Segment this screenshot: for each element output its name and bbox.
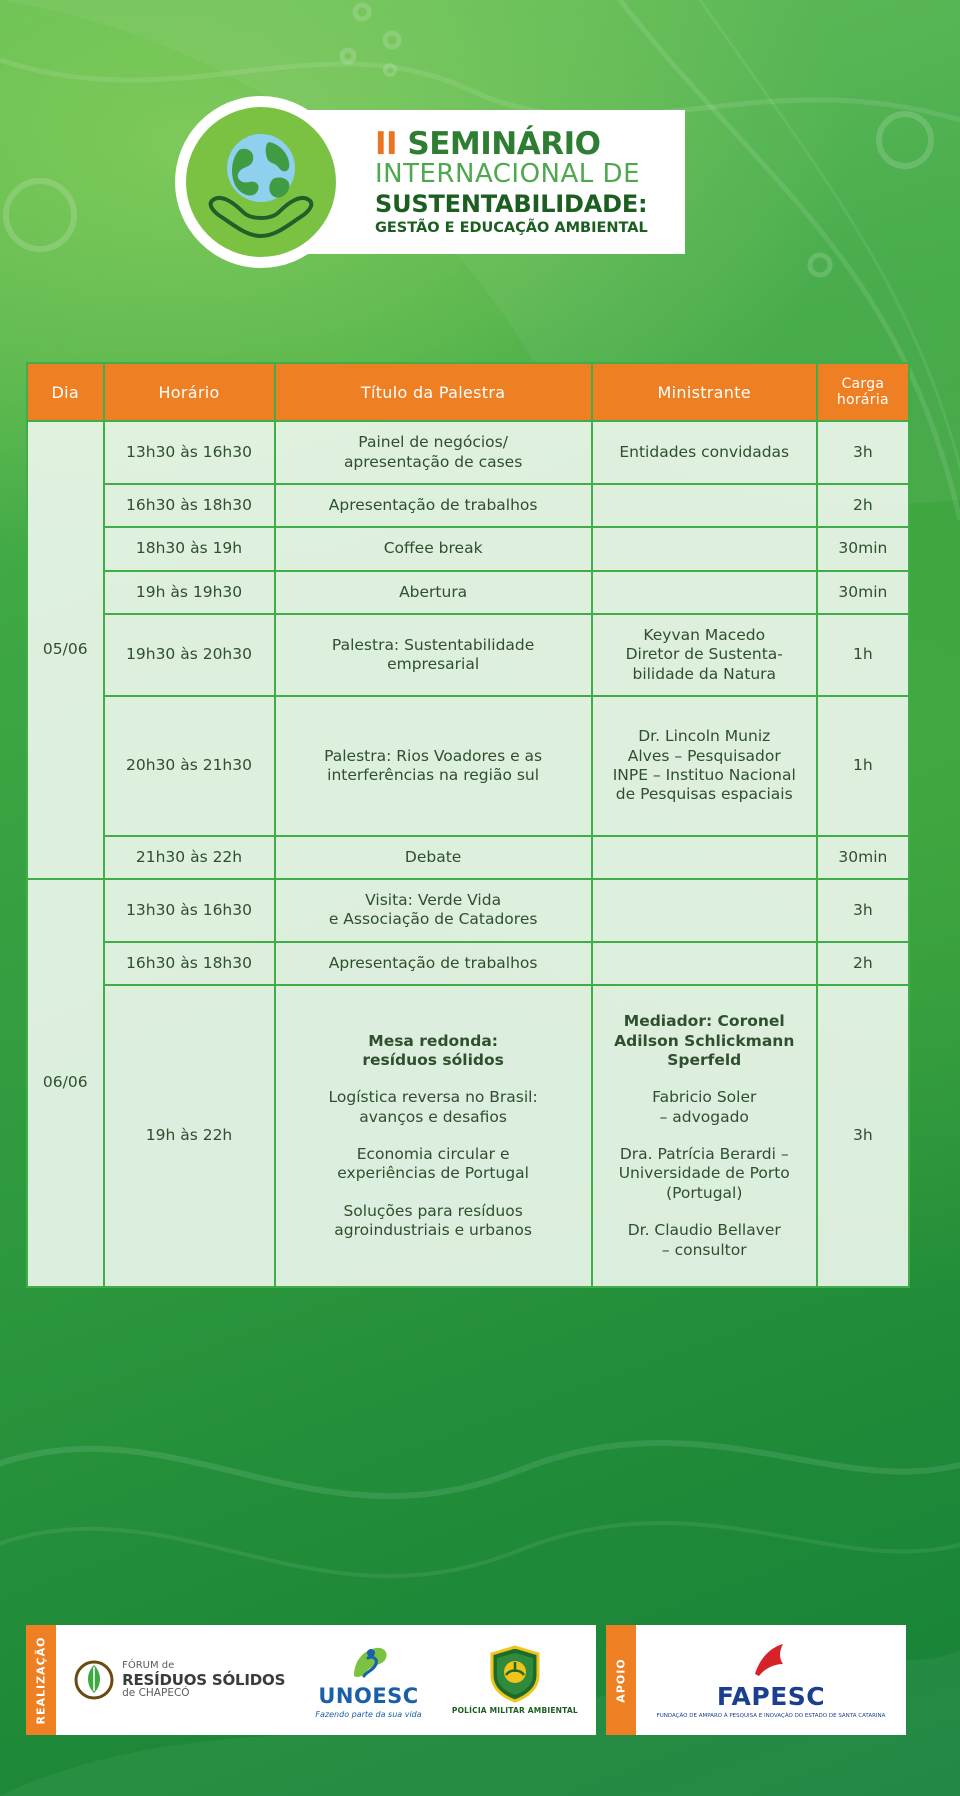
load-cell: 30min <box>817 571 909 614</box>
title-cell: Abertura <box>275 571 592 614</box>
event-title-line2: INTERNACIONAL DE <box>375 159 640 190</box>
realizacao-label-bar <box>26 1625 56 1735</box>
time-cell: 19h às 22h <box>104 985 275 1287</box>
unoesc-person-icon <box>346 1642 392 1682</box>
column-header-carga-horaria <box>817 363 909 421</box>
column-header-ministrante: Ministrante <box>592 363 817 421</box>
carga-line1: Carga <box>841 376 885 392</box>
time-cell: 13h30 às 16h30 <box>104 879 275 942</box>
realizacao-logos <box>56 1625 596 1735</box>
table-header-row <box>27 363 909 421</box>
table-row <box>27 421 909 484</box>
apoio-logos <box>636 1625 906 1735</box>
speaker-line: Universidade de Porto <box>618 1164 790 1183</box>
table-row <box>27 985 909 1287</box>
table-row <box>27 836 909 879</box>
realizacao-label: REALIZAÇÃO <box>34 1635 48 1725</box>
title-cell <box>275 614 592 696</box>
title-line: e Associação de Catadores <box>328 910 538 929</box>
title-line: apresentação de cases <box>343 452 523 471</box>
load-cell: 3h <box>817 421 909 484</box>
apoio-label: APOIO <box>614 1657 628 1703</box>
title-cell: Apresentação de trabalhos <box>275 484 592 527</box>
day-cell-0506: 05/06 <box>27 421 104 879</box>
title-line: avanços e desafios <box>359 1107 507 1126</box>
forum-line1: FÓRUM de <box>122 1659 175 1671</box>
title-line: Logística reversa no Brasil: <box>328 1088 538 1107</box>
table-row <box>27 571 909 614</box>
unoesc-name: UNOESC <box>318 1683 419 1708</box>
speaker-line: Dr. Lincoln Muniz <box>638 727 771 746</box>
column-header-horario: Horário <box>104 363 275 421</box>
unoesc-logo <box>315 1642 421 1719</box>
speaker-line: Alves – Pesquisador <box>627 746 781 765</box>
speaker-line: Adilson Schlickmann <box>614 1031 795 1050</box>
speaker-line: de Pesquisas espaciais <box>615 785 793 804</box>
title-line: Economia circular e <box>356 1145 510 1164</box>
speaker-block <box>599 1012 810 1070</box>
time-cell: 16h30 às 18h30 <box>104 484 275 527</box>
speaker-line: Dr. Claudio Bellaver <box>627 1221 781 1240</box>
title-block <box>286 1145 581 1184</box>
load-cell: 3h <box>817 879 909 942</box>
leaf-drop-icon <box>74 1655 114 1705</box>
load-cell: 30min <box>817 527 909 570</box>
apoio-group <box>606 1625 906 1735</box>
title-line: Palestra: Sustentabilidade <box>331 635 535 654</box>
speaker-block <box>599 1221 810 1260</box>
apoio-label-bar <box>606 1625 636 1735</box>
time-cell: 21h30 às 22h <box>104 836 275 879</box>
title-line: Painel de negócios/ <box>358 433 508 452</box>
table-row <box>27 484 909 527</box>
globe-hands-svg <box>195 116 327 248</box>
speaker-line: Sperfeld <box>667 1050 742 1069</box>
event-title-seminario: SEMINÁRIO <box>407 125 601 162</box>
speaker-line: Keyvan Macedo <box>643 626 766 645</box>
title-line: experiências de Portugal <box>337 1164 529 1183</box>
globe-icon-inner <box>186 107 336 257</box>
policia-militar-ambiental-logo <box>452 1645 578 1715</box>
title-block <box>286 1088 581 1127</box>
time-cell: 13h30 às 16h30 <box>104 421 275 484</box>
speaker-cell <box>592 942 817 985</box>
speaker-cell: Entidades convidadas <box>592 421 817 484</box>
sponsors-footer <box>26 1625 910 1735</box>
event-title-line3: SUSTENTABILIDADE: <box>375 189 648 218</box>
globe-in-hands-icon <box>175 96 347 268</box>
speaker-line: Mediador: Coronel <box>623 1012 785 1031</box>
title-cell <box>275 421 592 484</box>
police-shield-icon <box>488 1645 542 1703</box>
speaker-line: – consultor <box>661 1240 747 1259</box>
title-line: Palestra: Rios Voadores e as <box>324 746 543 765</box>
title-cell: Apresentação de trabalhos <box>275 942 592 985</box>
speaker-line: (Portugal) <box>666 1183 743 1202</box>
table-row <box>27 614 909 696</box>
speaker-cell <box>592 879 817 942</box>
time-cell: 20h30 às 21h30 <box>104 696 275 836</box>
time-cell: 19h às 19h30 <box>104 571 275 614</box>
fapesc-subtitle: FUNDAÇÃO DE AMPARO À PESQUISA E INOVAÇÃO DO ESTADO DE SANTA CATARINA <box>656 1713 886 1720</box>
table-row <box>27 527 909 570</box>
title-cell: Coffee break <box>275 527 592 570</box>
forum-line2: RESÍDUOS SÓLIDOS <box>122 1670 286 1689</box>
schedule-table <box>26 362 910 1288</box>
title-cell <box>275 985 592 1287</box>
schedule-table-wrapper <box>26 362 910 1288</box>
speaker-line: Diretor de Sustenta- <box>625 645 783 664</box>
event-number: II <box>375 125 398 162</box>
fapesc-mark-icon <box>749 1640 793 1680</box>
load-cell: 1h <box>817 614 909 696</box>
forum-logo-text <box>122 1661 285 1699</box>
title-line: agroindustriais e urbanos <box>334 1221 532 1240</box>
title-line: resíduos sólidos <box>362 1050 504 1069</box>
speaker-cell <box>592 985 817 1287</box>
title-block <box>286 1202 581 1241</box>
column-header-dia: Dia <box>27 363 104 421</box>
table-row <box>27 879 909 942</box>
realizacao-group <box>26 1625 596 1735</box>
time-cell: 19h30 às 20h30 <box>104 614 275 696</box>
carga-line2: horária <box>836 392 889 409</box>
speaker-block <box>599 1145 810 1203</box>
speaker-cell <box>592 484 817 527</box>
load-cell: 3h <box>817 985 909 1287</box>
speaker-block <box>599 1088 810 1127</box>
title-line: Soluções para resíduos <box>343 1201 523 1220</box>
load-cell: 30min <box>817 836 909 879</box>
title-line: empresarial <box>387 655 480 674</box>
speaker-line: Fabricio Soler <box>652 1088 757 1107</box>
load-cell: 1h <box>817 696 909 836</box>
title-cell <box>275 696 592 836</box>
speaker-cell <box>592 527 817 570</box>
title-line: interferências na região sul <box>327 765 540 784</box>
speaker-cell <box>592 696 817 836</box>
speaker-line: bilidade da Natura <box>632 664 777 683</box>
title-block <box>286 1032 581 1071</box>
fapesc-logo <box>657 1640 886 1720</box>
speaker-line: – advogado <box>659 1107 749 1126</box>
time-cell: 18h30 às 19h <box>104 527 275 570</box>
event-title-line4: GESTÃO E EDUCAÇÃO AMBIENTAL <box>375 220 648 237</box>
title-cell <box>275 879 592 942</box>
load-cell: 2h <box>817 484 909 527</box>
title-line: Visita: Verde Vida <box>365 891 502 910</box>
table-row <box>27 696 909 836</box>
speaker-cell <box>592 836 817 879</box>
day-cell-0606: 06/06 <box>27 879 104 1287</box>
fapesc-name: FAPESC <box>716 1682 826 1712</box>
load-cell: 2h <box>817 942 909 985</box>
column-header-titulo: Título da Palestra <box>275 363 592 421</box>
unoesc-tagline: Fazendo parte da sua vida <box>315 1709 422 1719</box>
table-row <box>27 942 909 985</box>
speaker-line: Dra. Patrícia Berardi – <box>619 1145 789 1164</box>
event-title-main <box>375 125 669 162</box>
speaker-cell <box>592 571 817 614</box>
title-cell: Debate <box>275 836 592 879</box>
time-cell: 16h30 às 18h30 <box>104 942 275 985</box>
speaker-line: INPE – Instituo Nacional <box>612 765 796 784</box>
forum-residuos-solidos-logo <box>74 1655 285 1705</box>
forum-line3: de CHAPECÓ <box>122 1686 190 1699</box>
event-header <box>175 96 685 268</box>
policia-militar-label: POLÍCIA MILITAR AMBIENTAL <box>451 1706 578 1715</box>
speaker-cell <box>592 614 817 696</box>
title-line: Mesa redonda: <box>368 1031 498 1050</box>
